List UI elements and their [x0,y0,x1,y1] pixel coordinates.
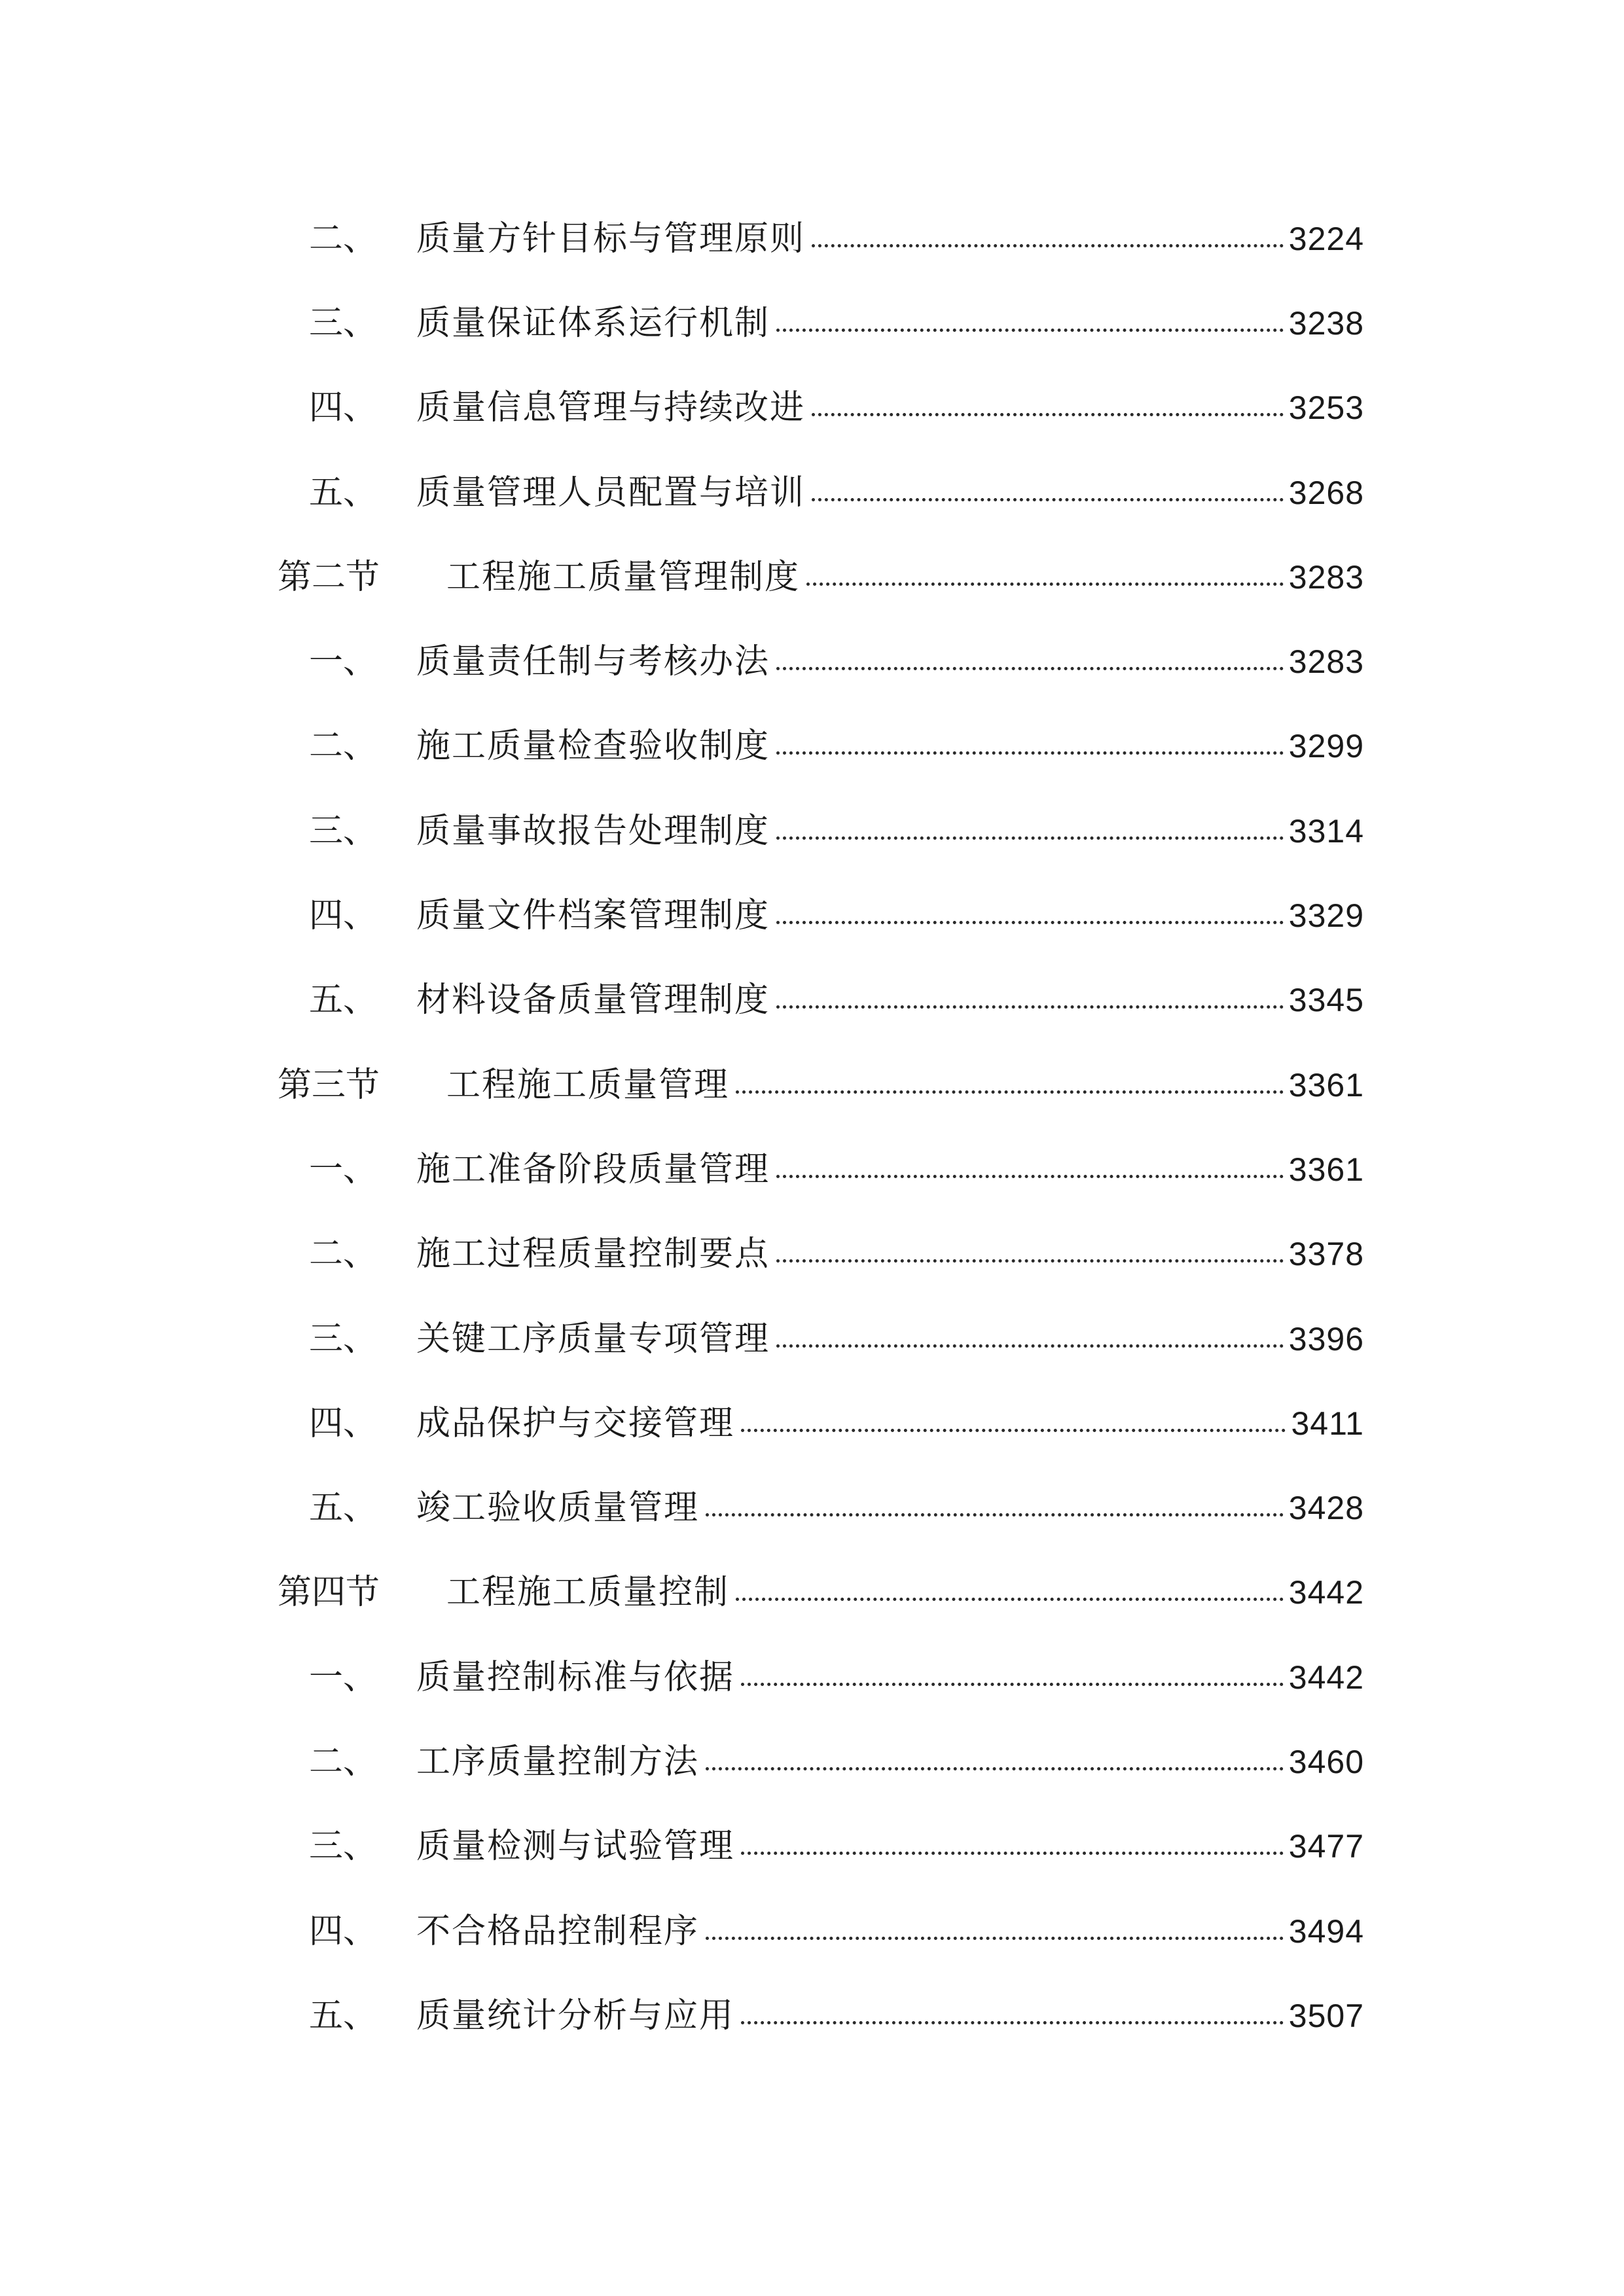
table-of-contents [0,196,1624,2058]
toc-entry-row [416,726,1364,766]
toc-section-entry[interactable] [0,1551,1624,1635]
toc-entry-page-number: 3428 [1288,1490,1364,1527]
dot-leader [812,244,1284,247]
toc-entry-number: 三、 [309,1827,378,1867]
toc-entry-number: 四、 [309,1403,378,1443]
toc-entry-page-number: 3253 [1288,389,1364,427]
toc-entry-row [416,1657,1364,1697]
toc-entry-page-number: 3283 [1288,643,1364,681]
toc-entry-title: 质量责任制与考核办法 [416,642,770,682]
toc-entry-page-number: 3396 [1288,1320,1364,1357]
toc-entry-row [416,303,1364,343]
toc-entry-title: 工程施工质量管理 [446,1065,730,1105]
dot-leader [706,1767,1284,1770]
dot-leader [706,1937,1284,1940]
toc-entry-number: 第二节 [278,557,380,597]
toc-entry-number: 二、 [309,219,378,259]
toc-entry-title: 竣工验收质量管理 [416,1488,700,1528]
toc-entry-page-number: 3329 [1288,897,1364,935]
dot-leader [776,1175,1284,1178]
toc-entry-number: 一、 [309,642,378,682]
toc-item-entry[interactable] [0,281,1624,365]
dot-leader [736,1598,1284,1601]
dot-leader [776,1259,1284,1263]
toc-item-entry[interactable] [0,1889,1624,1973]
dot-leader [741,1429,1286,1432]
toc-item-entry[interactable] [0,873,1624,958]
toc-entry-page-number: 3442 [1288,1659,1364,1696]
toc-entry-page-number: 3361 [1288,1066,1364,1103]
toc-entry-title: 质量管理人员配置与培训 [416,473,806,512]
toc-entry-row [416,1319,1364,1359]
toc-entry-row [416,642,1364,682]
toc-entry-title: 不合格品控制程序 [416,1911,700,1951]
dot-leader [812,498,1284,501]
toc-entry-number: 三、 [309,811,378,851]
toc-entry-title: 施工质量检查验收制度 [416,726,770,766]
toc-entry-row [416,811,1364,851]
toc-entry-row [416,896,1364,936]
toc-entry-number: 五、 [309,473,378,512]
toc-entry-page-number: 3268 [1288,474,1364,511]
toc-entry-row [416,1403,1364,1443]
toc-item-entry[interactable] [0,1465,1624,1550]
toc-entry-page-number: 3224 [1288,220,1364,257]
toc-entry-title: 质量统计分析与应用 [416,1996,735,2036]
dot-leader [776,1344,1284,1348]
toc-entry-number: 四、 [309,1911,378,1951]
toc-entry-title: 施工过程质量控制要点 [416,1234,770,1274]
toc-section-entry[interactable] [0,1043,1624,1127]
toc-entry-number: 二、 [309,1234,378,1274]
dot-leader [776,329,1284,332]
toc-entry-page-number: 3283 [1288,558,1364,596]
toc-entry-title: 关键工序质量专项管理 [416,1319,770,1359]
toc-entry-title: 成品保护与交接管理 [416,1403,735,1443]
toc-item-entry[interactable] [0,1635,1624,1719]
toc-entry-row [416,388,1364,428]
toc-entry-row [416,1996,1364,2036]
toc-item-entry[interactable] [0,1973,1624,2058]
toc-item-entry[interactable] [0,1719,1624,1804]
dot-leader [736,1090,1284,1094]
toc-entry-title: 质量信息管理与持续改进 [416,388,806,428]
toc-entry-page-number: 3494 [1288,1912,1364,1950]
toc-item-entry[interactable] [0,789,1624,873]
toc-entry-number: 一、 [309,1149,378,1189]
toc-entry-number: 四、 [309,896,378,936]
toc-entry-number: 二、 [309,1742,378,1782]
toc-entry-row [416,473,1364,512]
toc-entry-number: 第三节 [278,1065,380,1105]
toc-entry-row [416,1911,1364,1951]
toc-entry-title: 质量检测与试验管理 [416,1827,735,1867]
dot-leader [741,1683,1284,1686]
toc-section-entry[interactable] [0,535,1624,619]
toc-entry-title: 材料设备质量管理制度 [416,980,770,1020]
dot-leader [806,583,1284,586]
toc-entry-title: 工序质量控制方法 [416,1742,700,1782]
toc-entry-title: 质量事故报告处理制度 [416,811,770,851]
toc-entry-page-number: 3314 [1288,812,1364,850]
dot-leader [706,1513,1284,1516]
toc-item-entry[interactable] [0,1212,1624,1297]
toc-entry-row [416,1827,1364,1867]
toc-item-entry[interactable] [0,704,1624,789]
toc-item-entry[interactable] [0,1381,1624,1465]
toc-entry-row [446,1065,1364,1105]
toc-entry-page-number: 3238 [1288,304,1364,342]
toc-entry-row [416,1488,1364,1528]
toc-item-entry[interactable] [0,958,1624,1043]
toc-entry-number: 第四节 [278,1573,380,1613]
toc-entry-row [416,1234,1364,1274]
toc-entry-number: 二、 [309,726,378,766]
dot-leader [741,1852,1284,1855]
dot-leader [741,2021,1284,2024]
toc-entry-page-number: 3361 [1288,1151,1364,1188]
toc-item-entry[interactable] [0,1127,1624,1211]
toc-entry-number: 一、 [309,1657,378,1697]
toc-entry-page-number: 3442 [1288,1574,1364,1611]
toc-entry-page-number: 3299 [1288,728,1364,765]
toc-entry-title: 质量保证体系运行机制 [416,303,770,343]
toc-entry-title: 质量文件档案管理制度 [416,896,770,936]
dot-leader [776,836,1284,840]
dot-leader [776,751,1284,755]
toc-item-entry[interactable] [0,1804,1624,1889]
toc-item-entry[interactable] [0,1297,1624,1381]
toc-item-entry[interactable] [0,196,1624,281]
dot-leader [776,921,1284,924]
toc-entry-page-number: 3477 [1288,1828,1364,1865]
toc-entry-number: 三、 [309,303,378,343]
toc-entry-page-number: 3378 [1288,1236,1364,1273]
dot-leader [776,667,1284,670]
toc-item-entry[interactable] [0,619,1624,704]
dot-leader [776,1005,1284,1009]
toc-entry-number: 五、 [309,1996,378,2036]
toc-entry-page-number: 3345 [1288,982,1364,1019]
toc-entry-title: 质量方针目标与管理原则 [416,219,806,259]
toc-entry-row [416,1742,1364,1782]
toc-entry-number: 三、 [309,1319,378,1359]
toc-entry-row [446,557,1364,597]
toc-item-entry[interactable] [0,450,1624,535]
toc-entry-title: 工程施工质量管理制度 [446,557,801,597]
toc-entry-number: 五、 [309,980,378,1020]
dot-leader [812,413,1284,416]
toc-entry-page-number: 3460 [1288,1743,1364,1780]
toc-entry-number: 五、 [309,1488,378,1528]
toc-entry-row [416,219,1364,259]
toc-entry-page-number: 3411 [1291,1405,1364,1442]
toc-entry-page-number: 3507 [1288,1997,1364,2034]
toc-entry-title: 工程施工质量控制 [446,1573,730,1613]
toc-entry-title: 施工准备阶段质量管理 [416,1149,770,1189]
toc-item-entry[interactable] [0,366,1624,450]
toc-entry-title: 质量控制标准与依据 [416,1657,735,1697]
toc-entry-row [416,980,1364,1020]
toc-entry-row [446,1573,1364,1613]
toc-entry-row [416,1149,1364,1189]
toc-entry-number: 四、 [309,388,378,428]
